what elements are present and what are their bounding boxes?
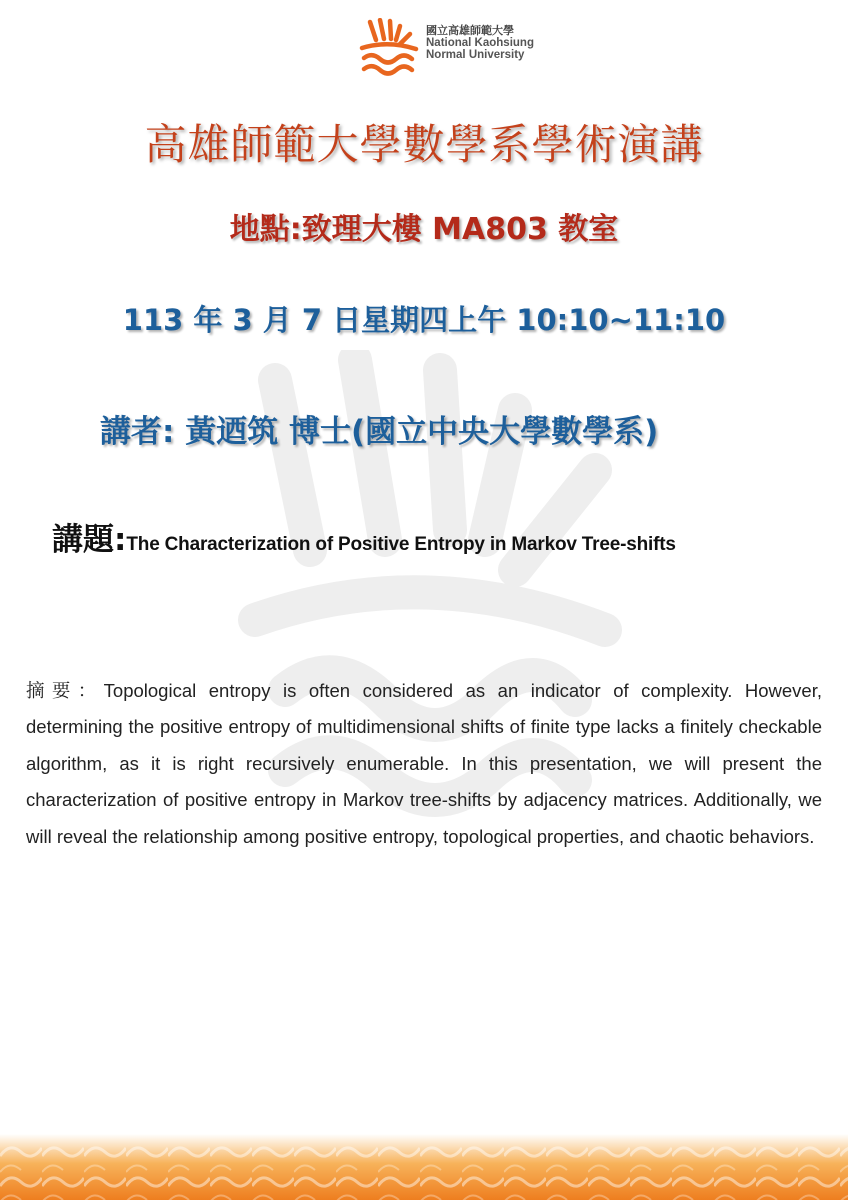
logo-name-en-line1: National Kaohsiung <box>426 37 534 49</box>
topic-label: 講題: <box>52 522 127 558</box>
venue-line: 地點:致理大樓 MA803 教室 <box>229 212 619 247</box>
logo-name-en-line2: Normal University <box>426 49 525 61</box>
bottom-decorative-band <box>0 1134 848 1200</box>
topic-text: The Characterization of Positive Entropy in Markov Tree-shifts <box>126 534 676 555</box>
abstract-label: 摘要： <box>26 680 104 701</box>
abstract-text: Topological entropy is often considered as an indicator of complexity. However, determining the positive entropy of multidimensional shifts of finite type lacks a finitely checkable algorithm, as it is right recursively enumerable. In this presentation, we will present the characterization of positive entropy in Markov tree-shifts by adjacency matrices. Additionally, we will reveal the relationship among positive entropy, topological properties, and chaotic behaviors. <box>26 680 822 847</box>
nknu-logo-icon <box>358 18 420 80</box>
logo-name-zh: 國立高雄師範大學 <box>426 24 514 37</box>
topic-line <box>52 514 676 559</box>
university-logo <box>358 18 548 78</box>
datetime-line: 113 年 3 月 7 日星期四上午 10:10~11:10 <box>122 303 726 337</box>
speaker-line: 講者: 黃迺筑 博士(國立中央大學數學系) <box>100 414 659 450</box>
abstract-paragraph <box>26 673 822 855</box>
page-title: 高雄師範大學數學系學術演講 <box>144 120 704 169</box>
